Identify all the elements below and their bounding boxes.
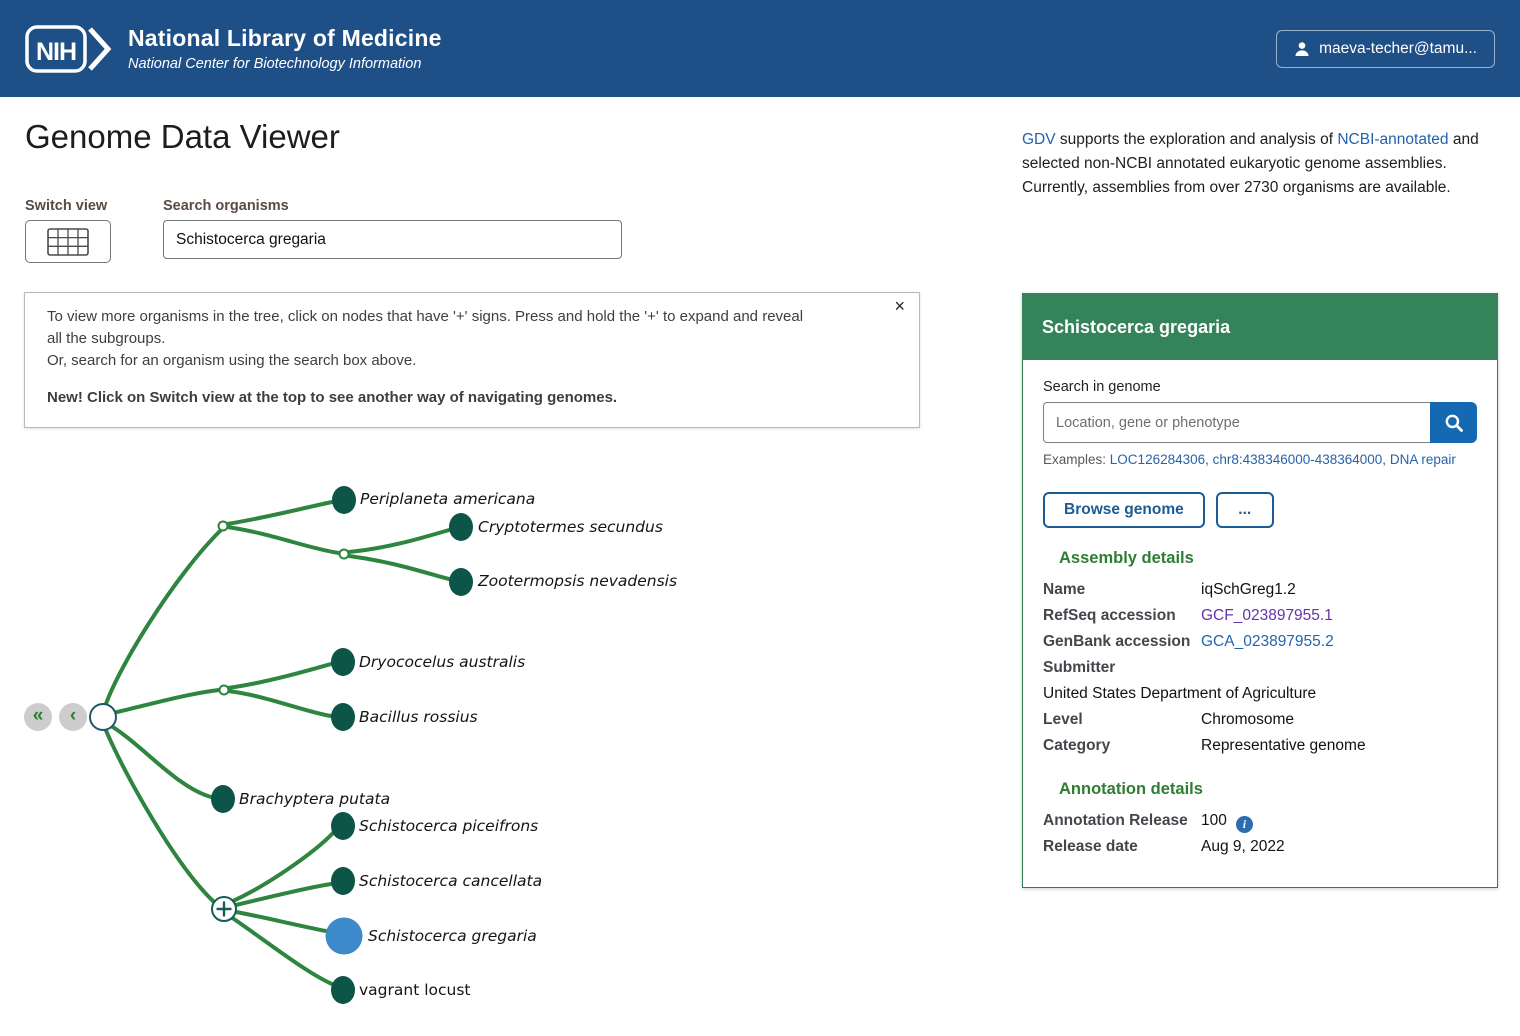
double-chevron-left-icon: «	[32, 704, 44, 726]
nih-logo-chevron-icon	[90, 29, 108, 69]
user-icon	[1294, 41, 1310, 57]
tree-edge	[233, 833, 333, 901]
tree-edge	[228, 664, 331, 688]
notice-highlight: New! Click on Switch view at the top to see another way of navigating genomes.	[47, 389, 618, 407]
tree-node-schistocerca-cancellata[interactable]	[331, 867, 355, 895]
tree-label-dryococelus-australis[interactable]: Dryococelus australis	[359, 653, 526, 671]
organism-panel-title: Schistocerca gregaria	[1022, 293, 1498, 360]
genome-search-examples	[1043, 452, 1477, 467]
tree-help-notice	[24, 292, 920, 428]
browse-genome-button[interactable]: Browse genome	[1043, 492, 1205, 528]
tree-node-schistocerca-gregaria-selected[interactable]	[326, 918, 363, 955]
tree-edge	[228, 691, 331, 716]
close-icon[interactable]: ×	[888, 295, 911, 318]
org-subtitle: National Center for Biotechnology Information	[128, 56, 422, 72]
annotation-release-label: Annotation Release	[1043, 812, 1188, 829]
genome-search-row	[1043, 402, 1477, 443]
tree-edge	[227, 502, 332, 524]
gdv-link[interactable]: GDV	[1022, 130, 1056, 148]
assembly-name-value: iqSchGreg1.2	[1201, 581, 1296, 598]
more-options-button[interactable]: ...	[1216, 492, 1274, 528]
category-row	[1043, 733, 1477, 759]
tree-node-periplaneta-americana[interactable]	[332, 486, 356, 514]
tree-root-node[interactable]	[90, 704, 116, 730]
tree-node-bacillus-rossius[interactable]	[331, 703, 355, 731]
tree-edge	[349, 556, 449, 579]
tree-edge	[104, 530, 221, 710]
annotation-details-heading: Annotation details	[1059, 780, 1203, 798]
level-row	[1043, 707, 1477, 733]
assembly-name-label: Name	[1043, 581, 1086, 598]
tree-label-schistocerca-cancellata[interactable]: Schistocerca cancellata	[359, 872, 543, 890]
tree-internal-node[interactable]	[219, 522, 228, 531]
search-organisms-label: Search organisms	[163, 198, 289, 214]
organism-panel	[1022, 293, 1498, 888]
annotation-release-row	[1043, 808, 1477, 834]
submitter-label: Submitter	[1043, 659, 1116, 676]
release-date-value: Aug 9, 2022	[1201, 838, 1285, 855]
switch-view-label: Switch view	[25, 198, 108, 214]
tree-label-vagrant-locust[interactable]: vagrant locust	[359, 981, 471, 999]
notice-line1: To view more organisms in the tree, click on nodes that have '+' signs. Press and hold the '+' to expand and reveal all the subgroups.	[47, 308, 804, 347]
tree-edge	[104, 726, 214, 902]
tree-node-cryptotermes-secundus[interactable]	[449, 513, 473, 541]
genome-search-input[interactable]	[1043, 402, 1430, 443]
level-label: Level	[1043, 711, 1083, 728]
tree-expand-node[interactable]	[212, 897, 236, 921]
assembly-name-row	[1043, 577, 1477, 603]
nih-logo-icon	[24, 22, 116, 76]
category-label: Category	[1043, 737, 1111, 754]
release-date-row	[1043, 834, 1477, 860]
tree-internal-node[interactable]	[220, 686, 229, 695]
genbank-accession-link[interactable]: GCA_023897955.2	[1201, 633, 1334, 650]
search-organisms-input[interactable]	[163, 220, 622, 259]
intro-text-rest: and selected non-NCBI annotated eukaryotic genome assemblies. Currently, assemblies from over 2730 organisms are available.	[1022, 130, 1479, 197]
submitter-row	[1043, 655, 1477, 681]
tree-edge	[108, 690, 219, 714]
example-link-location[interactable]: chr8:438346000-438364000,	[1212, 452, 1387, 467]
tree-edge	[227, 527, 339, 553]
examples-prefix: Examples:	[1043, 452, 1107, 467]
gdv-intro-text	[1022, 128, 1492, 201]
nih-logo-text: NIH	[36, 37, 77, 66]
phylogenetic-tree	[0, 460, 700, 1036]
table-view-icon	[47, 228, 89, 256]
tree-label-brachyptera-putata[interactable]: Brachyptera putata	[239, 790, 391, 808]
tree-label-bacillus-rossius[interactable]: Bacillus rossius	[359, 708, 478, 726]
tree-label-periplaneta-americana[interactable]: Periplaneta americana	[360, 490, 536, 508]
tree-edge	[231, 917, 332, 984]
ncbi-annotated-link[interactable]: NCBI-annotated	[1337, 130, 1449, 148]
category-value: Representative genome	[1201, 737, 1366, 754]
tree-node-dryococelus-australis[interactable]	[331, 648, 355, 676]
notice-line2: Or, search for an organism using the search box above.	[47, 351, 417, 369]
tree-node-vagrant-locust[interactable]	[331, 976, 355, 1004]
refseq-accession-label: RefSeq accession	[1043, 607, 1176, 624]
genbank-accession-label: GenBank accession	[1043, 633, 1191, 650]
genbank-accession-row	[1043, 629, 1477, 655]
search-icon	[1444, 413, 1464, 433]
switch-view-group	[25, 198, 111, 263]
tree-node-schistocerca-piceifrons[interactable]	[331, 812, 355, 840]
tree-internal-node[interactable]	[340, 550, 349, 559]
search-in-genome-label: Search in genome	[1043, 379, 1161, 395]
level-value: Chromosome	[1201, 711, 1295, 728]
chevron-left-icon: ‹	[69, 704, 77, 726]
tree-node-zootermopsis-nevadensis[interactable]	[449, 568, 473, 596]
tree-label-schistocerca-piceifrons[interactable]: Schistocerca piceifrons	[359, 817, 539, 835]
annotation-release-number: 100	[1201, 812, 1227, 829]
tree-edge	[349, 530, 449, 552]
tree-node-brachyptera-putata[interactable]	[211, 785, 235, 813]
intro-text-mid: supports the exploration and analysis of	[1055, 130, 1338, 148]
user-email: maeva-techer@tamu...	[1319, 40, 1477, 57]
org-name: National Library of Medicine	[128, 25, 442, 51]
page-title: Genome Data Viewer	[25, 118, 340, 155]
refseq-accession-link[interactable]: GCF_023897955.1	[1201, 607, 1333, 624]
release-date-label: Release date	[1043, 838, 1138, 855]
tree-back-button[interactable]	[59, 703, 87, 731]
submitter-value: United States Department of Agriculture	[1043, 685, 1317, 702]
tree-label-zootermopsis-nevadensis[interactable]: Zootermopsis nevadensis	[478, 572, 678, 590]
user-account-button[interactable]	[1276, 30, 1495, 68]
switch-view-button[interactable]	[25, 220, 111, 263]
assembly-details-heading: Assembly details	[1059, 549, 1194, 567]
panel-actions	[1043, 492, 1477, 528]
search-organisms-group	[163, 198, 622, 259]
example-link-dna-repair[interactable]: DNA repair	[1389, 452, 1456, 467]
org-text	[128, 25, 442, 72]
site-header	[0, 0, 1520, 97]
info-icon[interactable]: i	[1236, 816, 1253, 833]
example-link-loc[interactable]: LOC126284306,	[1109, 452, 1209, 467]
tree-label-schistocerca-gregaria[interactable]: Schistocerca gregaria	[368, 927, 537, 945]
tree-collapse-all-button[interactable]	[24, 703, 52, 731]
refseq-accession-row	[1043, 603, 1477, 629]
genome-search-button[interactable]	[1430, 402, 1477, 443]
nih-logo[interactable]	[24, 22, 116, 76]
organism-panel-body	[1022, 360, 1498, 888]
tree-label-cryptotermes-secundus[interactable]: Cryptotermes secundus	[478, 518, 663, 536]
annotation-release-value	[1201, 808, 1253, 834]
